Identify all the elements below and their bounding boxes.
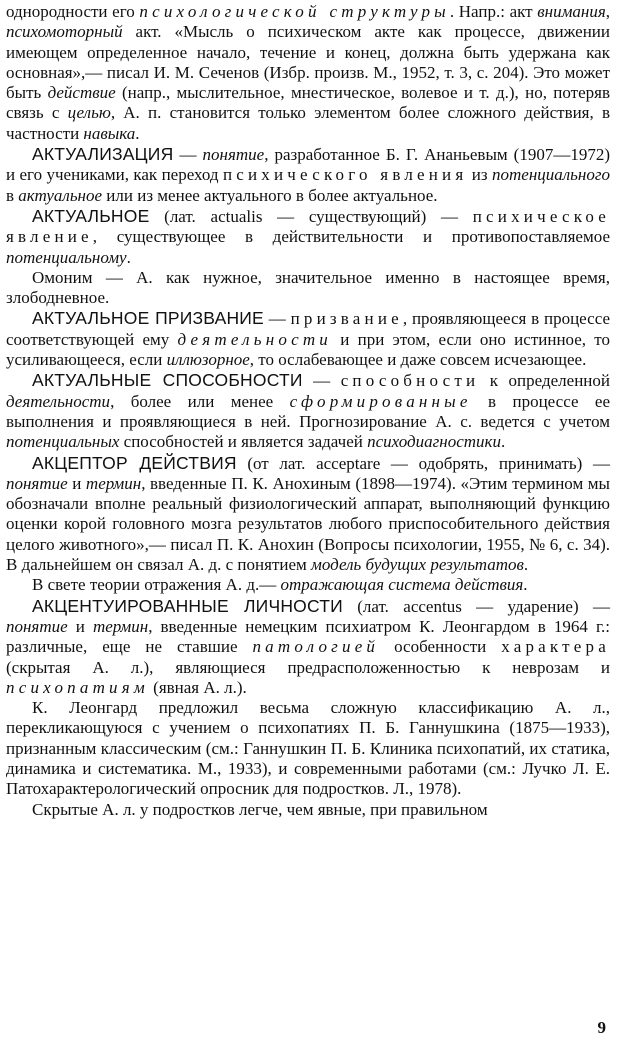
cross-reference: понятие	[202, 145, 265, 165]
text-run: , проявляющееся в процессе соответствующей ему	[6, 309, 610, 349]
text-run: , более или менее	[110, 391, 290, 411]
text-run: из	[467, 165, 493, 185]
text-run: , введенные немецким психиатром К. Леонгардом в 1964 г.: различные, еще не ставшие	[6, 616, 610, 657]
text-run: —	[302, 371, 341, 391]
text-run: Омоним — А. как нужное, значительное именно в настоящее время, злободневное.	[6, 267, 610, 308]
text-run: .	[523, 575, 528, 595]
emphasis-term: патологией	[252, 637, 380, 657]
text-run: (напр., мыслительное, мнестическое, волевое и т. д.), но, потеряв связь с	[6, 83, 610, 123]
cross-reference: термин	[85, 473, 142, 493]
text-run: —	[263, 309, 291, 329]
paragraph-leongard	[6, 698, 610, 799]
text-run: способностей и является задачей	[119, 432, 368, 452]
cross-reference: внимания	[537, 2, 606, 21]
spaced-term: психического явления	[222, 165, 468, 185]
text-run: (от лат. acceptare — одобрять, принимать) —	[236, 453, 610, 473]
text-run: , то ослабевающее и даже совсем исчезающее.	[249, 350, 587, 370]
spaced-term: психическое явление	[6, 206, 610, 247]
cross-reference: отражающая система действия	[280, 575, 524, 595]
page-number: 9	[597, 1017, 606, 1037]
text-run: , существующее в действительности и противопоставляемое	[92, 227, 610, 247]
entry-aktualnoe-prizvanie	[6, 308, 610, 370]
cross-reference: понятие	[6, 616, 68, 636]
entry-akcentuirovannye-lichnosti	[6, 596, 610, 698]
emphasis-term: деятельности	[177, 329, 332, 349]
text-run: . Напр.: акт	[449, 2, 538, 21]
text-run: , А. п. становится только элементом более сложного действия, в частности	[6, 103, 611, 143]
cross-reference: потенциального	[492, 165, 610, 185]
entry-akceptor-deystviya	[6, 453, 610, 576]
text-run: , разработанное Б. Г. Ананьевым (1907—1972) и его учениками, как переход	[6, 145, 610, 185]
text-run: к определенной	[479, 371, 610, 391]
text-run: Скрытые А. л. у подростков легче, чем явные, при правильном	[32, 799, 488, 819]
text-run: (лат. accentus — ударение) —	[342, 596, 610, 616]
spaced-term: способности	[340, 371, 480, 391]
text-run: (скрытая А. л.), являющиеся предрасположенностью к неврозам и	[6, 657, 610, 677]
text-run: особенности	[379, 637, 502, 657]
cross-reference: модель будущих результатов	[311, 555, 524, 575]
headword: АКТУАЛЬНОЕ	[32, 205, 150, 226]
headword: АКЦЕПТОР ДЕЙСТВИЯ	[32, 452, 237, 473]
text-run: и при этом, если оно истинное, то усиливающееся, если	[6, 329, 610, 370]
text-run: .	[135, 123, 140, 143]
cross-reference: актуальное	[18, 185, 103, 205]
cross-reference: целью	[67, 103, 111, 123]
cross-reference: потенциальных	[6, 432, 120, 452]
text-run: .	[500, 432, 506, 452]
text-run: в процессе ее выполнения и проявляющиеся в ней. Прогнозирование А. с. ведется с учетом	[6, 391, 610, 431]
paragraph-svete	[6, 575, 610, 595]
text-run: —	[173, 145, 203, 165]
cross-reference: потенциальному	[6, 247, 127, 267]
headword: АКЦЕНТУИРОВАННЫЕ ЛИЧНОСТИ	[32, 595, 343, 616]
spaced-term: характера	[501, 637, 610, 657]
text-run: или из менее актуального в более актуальное.	[102, 185, 438, 205]
text-run: К. Леонгард предложил весьма сложную классификацию А. л., перекликающуюся с учением о психопатиях П. Б. Ганнушкина (1875—1933), признанным классическим (см.: Ганнушкин П. Б. Клиника психопатий, их статика, динамика и систематика. М., 1933), и современными работами (см.: Лучко Л. Е. Патохарактерологический опросник для подростков. Л., 1978).	[6, 698, 610, 799]
entry-aktualnye-sposobnosti	[6, 370, 610, 452]
paragraph-omonim	[6, 268, 610, 309]
cross-reference: термин	[92, 616, 149, 636]
cross-reference: психомоторный	[6, 22, 123, 42]
text-run: .	[126, 247, 131, 267]
entry-aktualnoe	[6, 206, 610, 268]
text-run: в	[6, 185, 19, 205]
cross-reference: действие	[47, 83, 116, 103]
text-run: , введенные П. К. Анохиным (1898—1974). «Этим термином мы обозначали вполне реальный физиологический аппарат, выполняющий функцию оценки корой головного мозга результатов любого приспособительного действия целого животного»,— писал П. К. Анохин (Вопросы психологии, 1955, № 6, с. 34). В дальнейшем он связал А. д. с понятием	[6, 473, 610, 575]
paragraph-skrytye	[6, 800, 610, 820]
emphasis-term: сформированные	[289, 391, 472, 411]
headword: АКТУАЛЬНЫЕ СПОСОБНОСТИ	[32, 370, 303, 391]
text-run: (лат. actualis — существующий) —	[149, 206, 473, 226]
cross-reference: деятельности	[6, 391, 111, 411]
paragraph-continuation	[6, 2, 610, 144]
entry-aktualizaciya	[6, 144, 610, 206]
cross-reference: навыка	[83, 123, 136, 143]
text-run: однородности его	[6, 2, 140, 21]
text-run: В свете теории отражения А. д.—	[32, 575, 281, 595]
cross-reference: иллюзорное	[166, 350, 250, 370]
text-run: (явная А. л.).	[148, 677, 247, 697]
cross-reference: психодиагностики	[367, 432, 501, 452]
emphasis-term: психологической структуры	[139, 2, 450, 21]
headword: АКТУАЛЬНОЕ ПРИЗВАНИЕ	[32, 308, 264, 329]
text-run: ,	[605, 2, 610, 21]
cross-reference: понятие	[6, 473, 68, 493]
text-run: и	[67, 616, 93, 636]
headword: АКТУАЛИЗАЦИЯ	[32, 144, 174, 165]
text-run: .	[523, 555, 529, 575]
text-run: акт. «Мысль о психическом акте как процессе, движении имеющем определенное начало, течение и конец, должна быть удержана как основная»,— писал И. М. Сеченов (Избр. произв. М., 1952, т. 3, с. 204). Это может быть	[6, 22, 610, 103]
text-run: и	[67, 473, 86, 493]
spaced-term: призвание	[290, 309, 403, 329]
emphasis-term: психопатиям	[6, 677, 149, 697]
